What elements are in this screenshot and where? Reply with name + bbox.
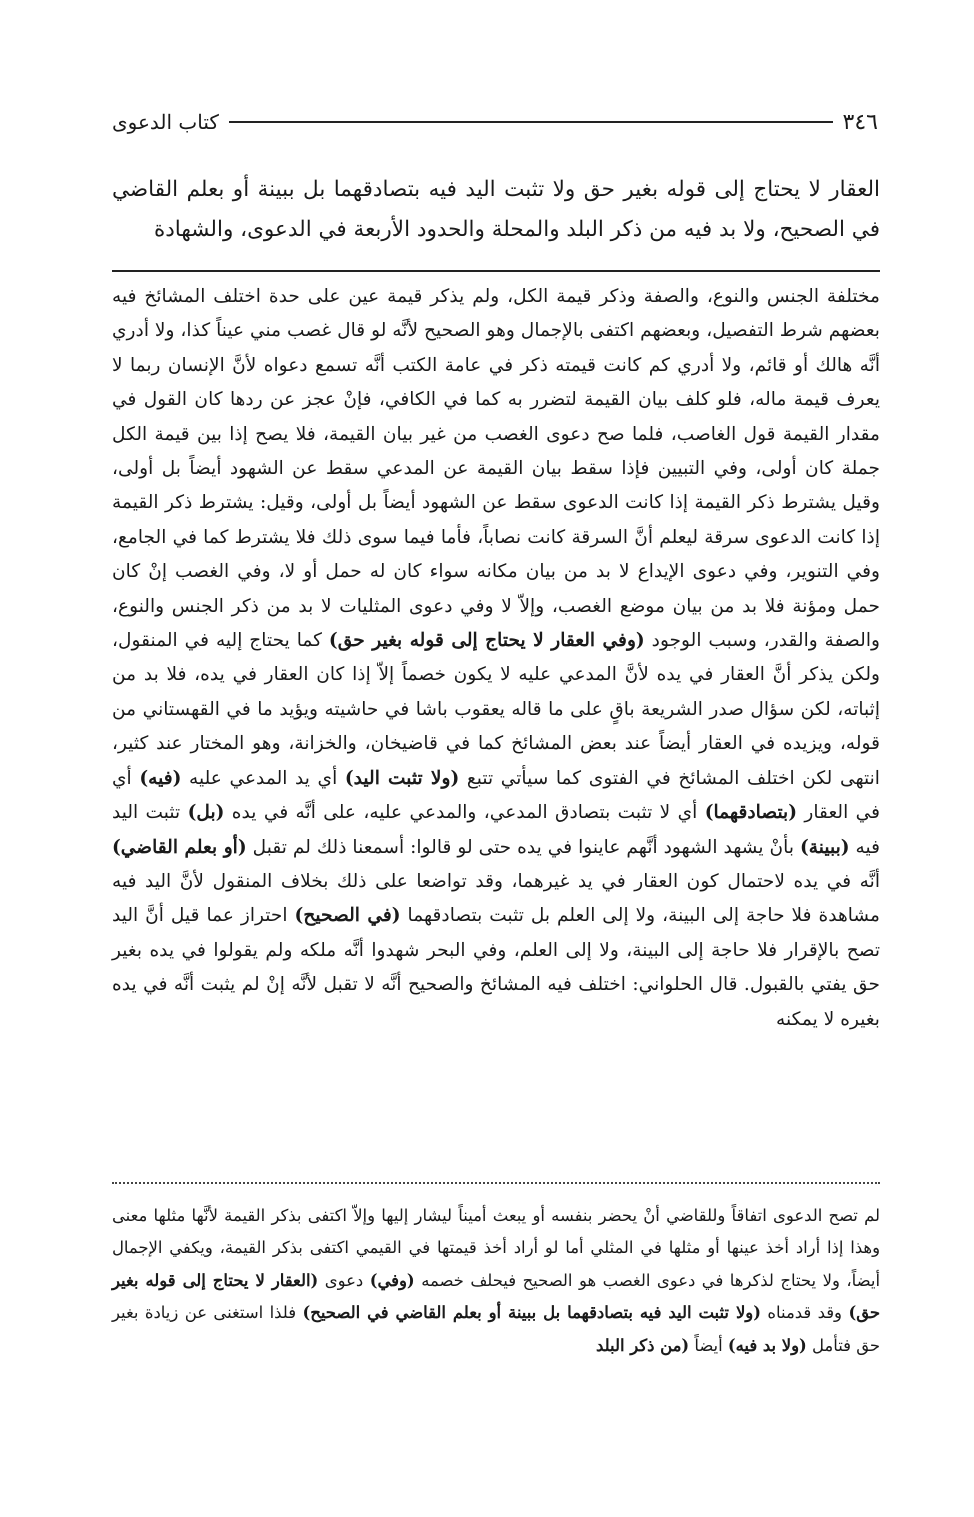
footnote-text: وقد قدمناه [767,1303,842,1323]
commentary-quote: (ببينة) [799,836,850,858]
commentary-quote: (ولا تثبت اليد) [344,767,460,789]
footnote-text: فلذا استغنى عن زيادة بغير حق فتأمل [112,1303,880,1355]
commentary-quote: (بتصادقهما) [704,802,798,824]
commentary-text: مختلفة الجنس والنوع، والصفة وذكر قيمة الكل، ولم يذكر قيمة عين على حدة اختلف المشائخ فيه بعضهم شرط التفصيل، وبعضهم اكتفى بالإجمال وهو الصحيح لأنَّه لو قال غصب مني عيناً كذا، ولا أدري أنَّه هالك أو قائم، ولا أدري كم كانت قيمته ذكر في عامة الكتب أنَّه تسمع دعواه لأنَّ الإنسان ربما لا يعرف قيمة ماله، فلو كلف بيان القيمة لتضرر به كما في الكافي، فإنْ عجز عن ردها كان القول في مقدار القيمة قول الغاصب، فلما صح دعوى الغصب من غير بيان القيمة، فلا يصح إذا بين قيمة الكل جملة كان أولى، وفي التبيين فإذا سقط بيان القيمة عن المدعي سقط عن الشهود أيضاً بل أولى، وقيل يشترط ذكر القيمة إذا كانت الدعوى سقط عن الشهود أيضاً بل أولى، وقيل: يشترط ذكر القيمة إذا كانت الدعوى سرقة ليعلم أنَّ السرقة كانت نصاباً، فأما فيما سوى ذلك فلا يشترط كما في الجامع، وفي التنوير، وفي دعوى الإيداع لا بد من بيان مكانه سواء كان له حمل أو لا، وفي الغصب إنْ كان حمل ومؤنة فلا بد من بيان موضع الغصب، وإلاّ لا وفي دعوى المثليات لا بد من ذكر الجنس والنوع، والصفة والقدر، وسبب الوجود [112,286,880,652]
footnote-quote: (من ذكر البلد [596,1335,690,1355]
footnote-text: أيضاً [694,1335,723,1355]
commentary-quote: (فيه) [139,767,182,789]
commentary-paragraph [112,280,880,1037]
commentary-text: احتراز عما قيل أنَّ اليد تصح بالإقرار فلا حاجة إلى البينة، ولا إلى العلم، وفي البحر شهدوا أنَّه ملكه ولم يقولوا في يده بغير حق يفتي بالقبول. قال الحلواني: اختلف فيه المشائخ والصحيح أنَّه لا تقبل لأنَّه إنْ لم يثبت أنَّه في يده بغيره لا يمكنه [112,905,880,1030]
commentary-text: كما يحتاج إليه في المنقول، ولكن يذكر أنَّ العقار في يده لأنَّ المدعي عليه لا يكون خصماً إلاّ إذا كان العقار في يده، فلا بد من إثباته، لكن سؤال صدر الشريعة باقٍ على ما قاله يعقوب باشا في حاشيته ويؤيد ما في القهستاني من قوله، ويزيده في العقار أيضاً عند بعض المشائخ كما في قاضيخان، والخزانة، وهو المختار عند كثير، انتهى لكن اختلف المشائخ في الفتوى كما سيأتي تتبع [112,630,880,789]
footnote-paragraph [112,1200,880,1362]
separator-rule [112,270,880,272]
main-text-paragraph: العقار لا يحتاج إلى قوله بغير حق ولا تثبت اليد فيه بتصادقهما بل ببينة أو بعلم القاضي في الصحيح، ولا بد فيه من ذكر البلد والمحلة والحدود الأربعة في الدعوى، والشهادة [112,177,880,242]
commentary-text: أنَّه في يده لاحتمال كون العقار في يد غيرهما، وقد تواضعا على ذلك بخلاف المنقول لأنَّ اليد فيه مشاهدة فلا حاجة إلى البينة، ولا إلى العلم بل تثبت بتصادقهما [112,870,880,927]
commentary-text: أي في العقار [112,767,880,824]
main-text [112,170,880,250]
footnote-text: لم تصح الدعوى اتفاقاً وللقاضي أنْ يحضر بنفسه أو يبعث أميناً ليشار إليها وإلاّ اكتفى بذكر القيمة لأنَّها مثلها معنى وهذا إذا أراد أخذ عينها أو مثلها في المثلي أما لو أراد أخذ قيمتها في القيمي اكتفى بذكر القيمة، ويكفي الإجمال أيضاً، ولا يحتاج لذكرها في دعوى الغصب هو الصحيح فيحلف خصمه [112,1206,880,1290]
page-header [112,104,878,140]
commentary-text: بأنْ يشهد الشهود أنَّهم عاينوا في يده حتى لو قالوا: أسمعنا ذلك لم تقبل [252,836,795,858]
commentary-text: أي لا تثبت بتصادق المدعي، والمدعي عليه، على أنَّه في يده [231,802,698,824]
commentary-quote: (وفي العقار لا يحتاج إلى قوله بغير حق) [328,630,645,652]
page-number: ٣٤٦ [842,109,878,135]
footnote-quote: (العقار لا يحتاج إلى قوله بغير حق) [112,1270,880,1323]
footnote-quote: (ولا بد فيه) [727,1335,807,1355]
commentary-quote: (بل) [187,802,225,824]
commentary-text: تثبت اليد فيه [112,802,880,858]
commentary [112,280,880,1037]
commentary-quote: (في الصحيح) [294,905,401,927]
header-rule [229,121,833,123]
footnote-quote: (وفي) [369,1270,415,1290]
commentary-text: أي يد المدعي عليه [189,767,338,789]
footnote [112,1200,880,1362]
footnote-quote: (ولا تثبت اليد فيه بتصادقهما بل ببينة أو بعلم القاضي في الصحيح) [302,1303,761,1323]
book-title: كتاب الدعوى [112,110,219,134]
footnote-text: دعوى [324,1270,364,1290]
commentary-quote: (أو بعلم القاضي) [112,836,247,858]
dotted-separator [112,1182,880,1184]
